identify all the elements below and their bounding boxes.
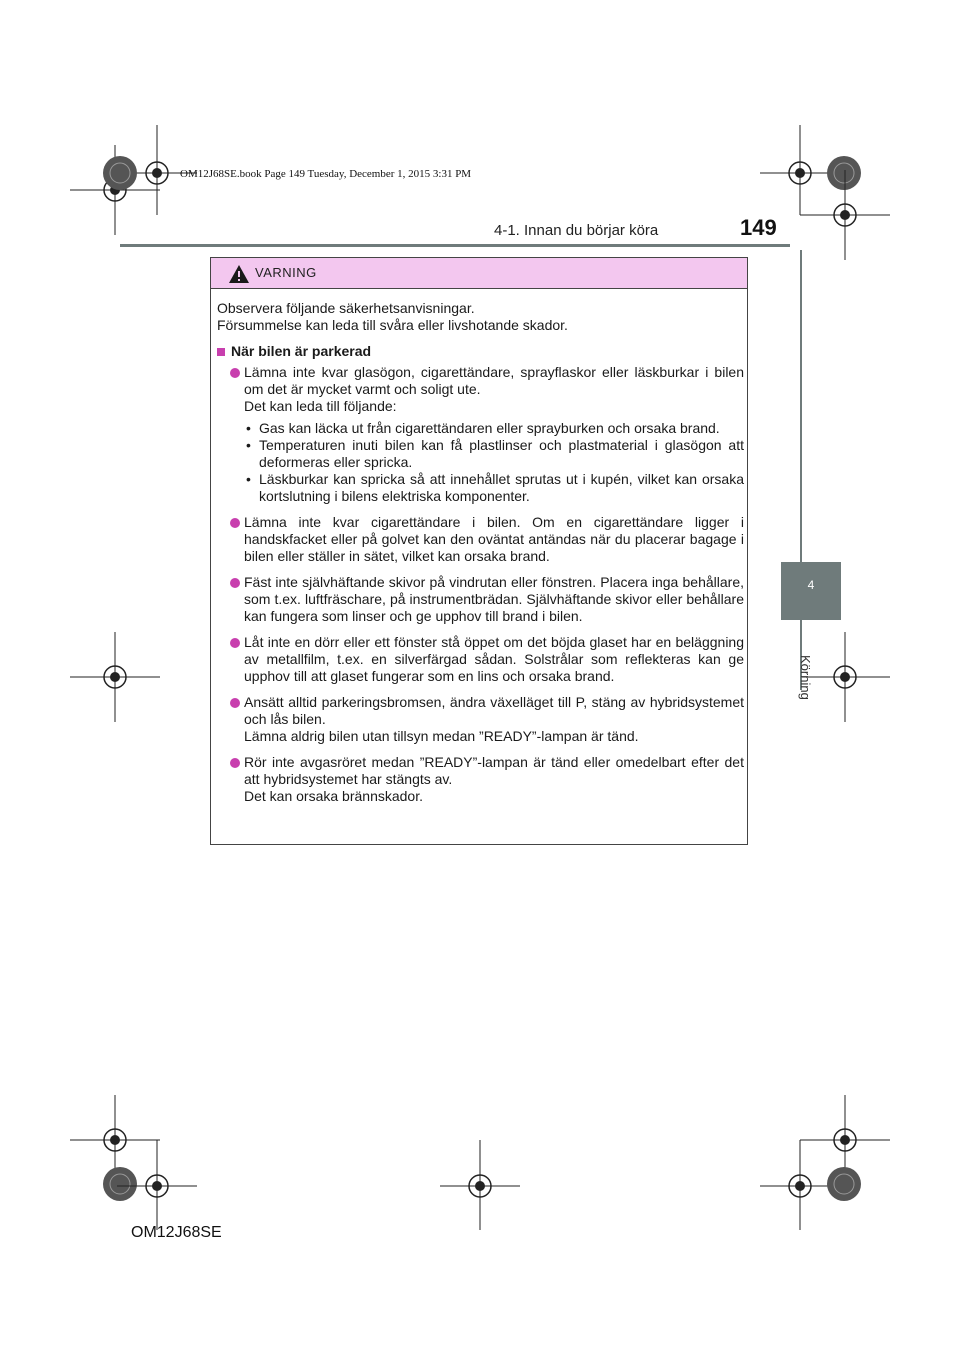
warning-body: [217, 300, 744, 814]
item-paragraph: Rör inte avgasröret medan ”READY”-lampan är tänd eller omedelbart efter det att hybridsystemet har stängts av.: [244, 754, 744, 787]
header-rule: [120, 244, 790, 247]
warning-subheading: [217, 343, 744, 360]
sub-bullet: • Gas kan läcka ut från cigarettändaren eller sprayburken och orsaka brand.: [244, 420, 744, 437]
chapter-label: Körning: [798, 655, 813, 700]
circle-bullet-icon: [230, 368, 240, 378]
crosshair-mark-mid-left: [70, 632, 160, 722]
intro-line: Försummelse kan leda till svåra eller livshotande skador.: [217, 317, 568, 333]
side-rail: [800, 250, 802, 690]
sub-bullet: • Läskburkar kan spricka så att innehållet sprutas ut i kupén, vilket kan orsaka kortslutning i bilens elektriska komponenter.: [244, 471, 744, 505]
section-title: 4-1. Innan du börjar köra: [494, 222, 659, 239]
item-paragraph: Lämna aldrig bilen utan tillsyn medan ”READY”-lampan är tänd.: [244, 728, 639, 744]
warning-items: [217, 364, 744, 805]
warning-item: [217, 634, 744, 685]
crosshair-mark-bottom-center: [440, 1140, 520, 1230]
warning-item: [217, 574, 744, 625]
warning-item: [217, 364, 744, 505]
intro-line: Observera följande säkerhetsanvisningar.: [217, 300, 475, 316]
circle-bullet-icon: [230, 578, 240, 588]
item-paragraph: Det kan orsaka brännskador.: [244, 788, 423, 804]
warning-intro: [217, 300, 744, 334]
subheading-text: När bilen är parkerad: [231, 343, 372, 359]
warning-triangle-icon: [228, 264, 250, 284]
print-stamp: OM12J68SE.book Page 149 Tuesday, December 1, 2015 3:31 PM: [180, 168, 472, 180]
item-paragraph: Ansätt alltid parkeringsbromsen, ändra växelläget till P, stäng av hybridsystemet och lås bilen.: [244, 694, 744, 727]
warning-title: VARNING: [255, 265, 317, 280]
circle-bullet-icon: [230, 638, 240, 648]
starburst-mark-top-left: [102, 155, 138, 191]
item-paragraph: Lämna inte kvar cigarettändare i bilen. Om en cigarettändare ligger i handskfacket eller på golvet kan den oväntat antändas när du placerar bagage i bilen eller ställer in sätet, vilket kan orsaka brand.: [244, 514, 744, 564]
warning-item: [217, 694, 744, 745]
warning-item: [217, 514, 744, 565]
sub-bullet: • Temperaturen inuti bilen kan få plastlinser och plastmaterial i glasögon att deformeras eller spricka.: [244, 437, 744, 471]
item-paragraph: Det kan leda till följande:: [244, 398, 397, 414]
warning-box: [210, 257, 748, 845]
item-paragraph: Lämna inte kvar glasögon, cigarettändare, sprayflaskor eller läskburkar i bilen om det är mycket varmt och soligt ute.: [244, 364, 744, 397]
crosshair-mark-bottom-left-lower: [117, 1140, 197, 1230]
starburst-mark-bottom-right: [826, 1166, 862, 1202]
page-number: 149: [740, 215, 777, 240]
manual-code: OM12J68SE: [131, 1224, 222, 1241]
crosshair-mark-mid-right: [800, 632, 890, 722]
warning-header: [211, 258, 747, 289]
chapter-number: 4: [807, 578, 815, 592]
circle-bullet-icon: [230, 758, 240, 768]
crosshair-mark-top-right: [800, 170, 890, 260]
warning-item: [217, 754, 744, 805]
square-bullet-icon: [217, 348, 225, 356]
item-paragraph: Fäst inte självhäftande skivor på vindrutan eller fönstren. Placera inga behållare, som t.ex. luftfräschare, på instrumentbrädan. Självhäftande skivor eller behållare kan fungera som linser och ge upphov till brand i bilen.: [244, 574, 744, 624]
sub-bullet-list: [244, 420, 744, 505]
item-paragraph: Låt inte en dörr eller ett fönster stå öppet om det böjda glaset har en beläggning av metallfilm, t.ex. en silverfärgad sådan. Solstrålar som reflekteras kan ge upphov till att glaset fungerar som en lins och orsaka brand.: [244, 634, 744, 684]
chapter-tab: [781, 562, 841, 620]
circle-bullet-icon: [230, 698, 240, 708]
circle-bullet-icon: [230, 518, 240, 528]
